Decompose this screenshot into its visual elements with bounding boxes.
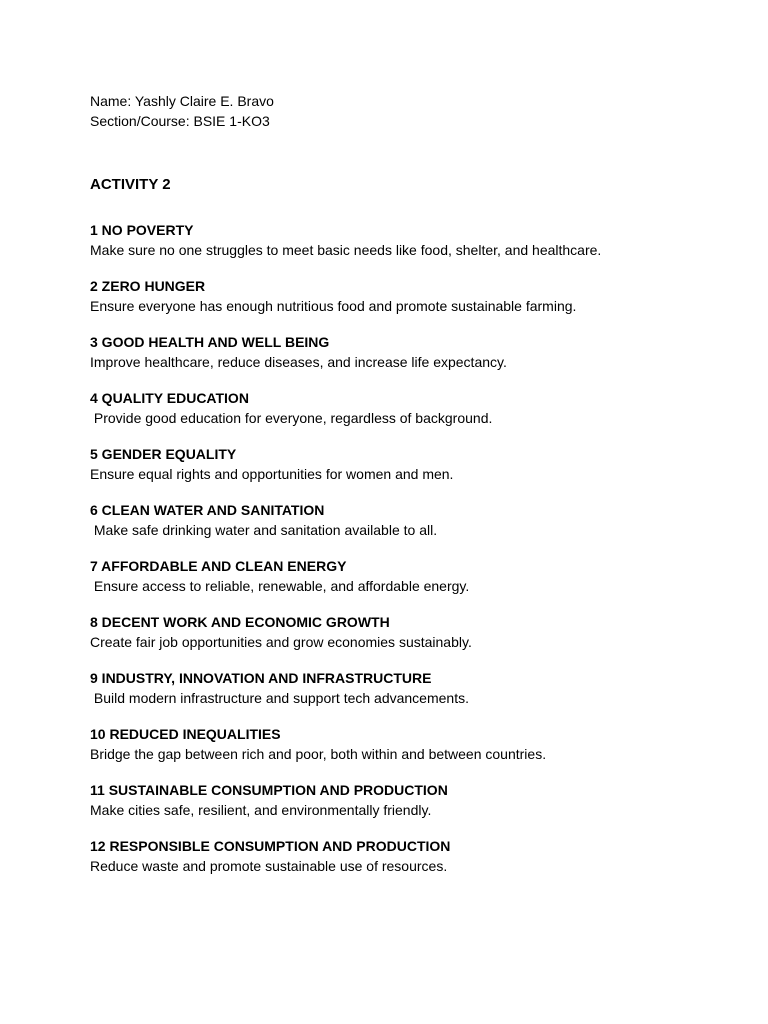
goal-item — [90, 781, 730, 820]
goal-title: 7 AFFORDABLE AND CLEAN ENERGY — [90, 558, 347, 574]
goal-description: Ensure everyone has enough nutritious food and promote sustainable farming. — [90, 298, 577, 314]
goal-item — [90, 445, 730, 484]
goal-item — [90, 333, 730, 372]
goal-description: Make cities safe, resilient, and environmentally friendly. — [90, 802, 432, 818]
student-name: Name: Yashly Claire E. Bravo — [90, 93, 274, 109]
goal-title: 9 INDUSTRY, INNOVATION AND INFRASTRUCTURE — [90, 670, 432, 686]
goal-description: Create fair job opportunities and grow economies sustainably. — [90, 634, 472, 650]
goal-description: Build modern infrastructure and support tech advancements. — [90, 690, 469, 706]
goal-item — [90, 501, 730, 540]
goal-title: 11 SUSTAINABLE CONSUMPTION AND PRODUCTION — [90, 782, 448, 798]
goal-item — [90, 725, 730, 764]
document-page — [90, 91, 730, 893]
goal-title: 1 NO POVERTY — [90, 222, 194, 238]
goal-title: 3 GOOD HEALTH AND WELL BEING — [90, 334, 330, 350]
goal-title: 4 QUALITY EDUCATION — [90, 390, 249, 406]
goal-title: 8 DECENT WORK AND ECONOMIC GROWTH — [90, 614, 390, 630]
goal-description: Provide good education for everyone, regardless of background. — [90, 410, 493, 426]
goal-title: 6 CLEAN WATER AND SANITATION — [90, 502, 325, 518]
goal-title: 2 ZERO HUNGER — [90, 278, 206, 294]
goal-item — [90, 557, 730, 596]
goal-item — [90, 221, 730, 260]
section-course: Section/Course: BSIE 1-KO3 — [90, 113, 270, 129]
goal-item — [90, 389, 730, 428]
goal-title: 10 REDUCED INEQUALITIES — [90, 726, 281, 742]
goal-item — [90, 837, 730, 876]
goal-description: Bridge the gap between rich and poor, both within and between countries. — [90, 746, 547, 762]
goal-description: Reduce waste and promote sustainable use of resources. — [90, 858, 448, 874]
goal-item — [90, 669, 730, 708]
goal-description: Make sure no one struggles to meet basic needs like food, shelter, and healthcare. — [90, 242, 602, 258]
goal-description: Improve healthcare, reduce diseases, and increase life expectancy. — [90, 354, 507, 370]
goal-description: Make safe drinking water and sanitation available to all. — [90, 522, 438, 538]
goal-list — [90, 221, 730, 876]
goal-item — [90, 613, 730, 652]
goal-description: Ensure equal rights and opportunities for women and men. — [90, 466, 454, 482]
goal-title: 5 GENDER EQUALITY — [90, 446, 237, 462]
goal-description: Ensure access to reliable, renewable, and affordable energy. — [90, 578, 470, 594]
goal-item — [90, 277, 730, 316]
activity-title: ACTIVITY 2 — [90, 176, 171, 193]
goal-title: 12 RESPONSIBLE CONSUMPTION AND PRODUCTION — [90, 838, 451, 854]
